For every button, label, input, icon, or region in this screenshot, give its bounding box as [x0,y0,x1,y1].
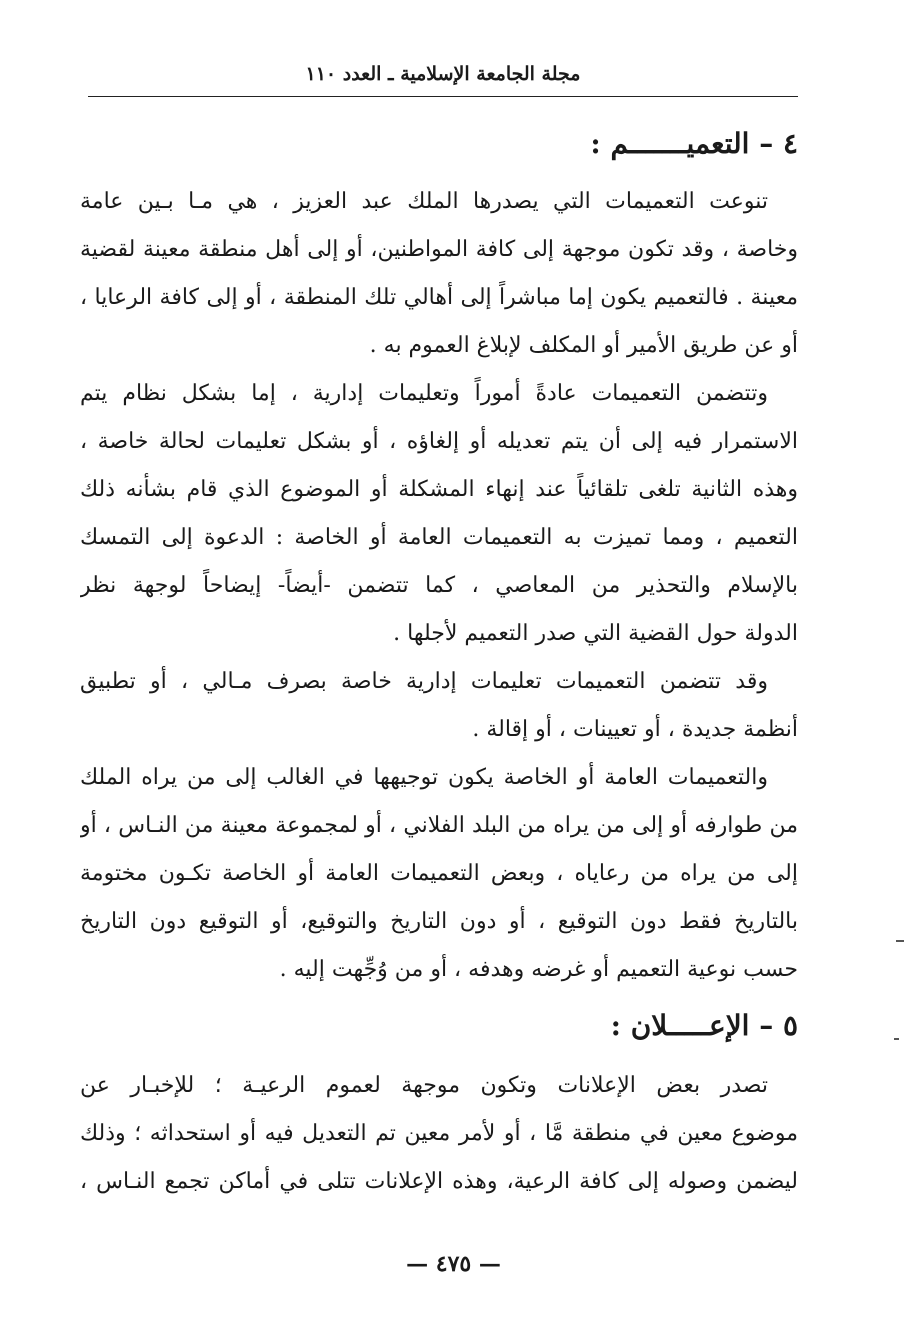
text-line: وهذه الثانية تلغى تلقائياً عند إنهاء المشكلة أو الموضوع الذي قام بشأنه ذلك [80,477,798,502]
text-line: بالتاريخ فقط دون التوقيع ، أو دون التاريخ والتوقيع، أو التوقيع دون التاريخ [80,909,798,934]
section-heading-announcement: ٥ – الإعـــــلان : [610,1009,798,1042]
section-heading-circulars: ٤ – التعميـــــــم : [590,127,798,160]
page-number: — ٤٧٥ — [406,1251,501,1277]
running-header: مجلة الجامعة الإسلامية ـ العدد ١١٠ [305,63,581,85]
text-line: تنوعت التعميمات التي يصدرها الملك عبد العزيز ، هي مـا بـين عامة [80,189,768,214]
text-line: وخاصة ، وقد تكون موجهة إلى كافة المواطنين، أو إلى أهل منطقة معينة لقضية [80,237,798,262]
text-line: ليضمن وصوله إلى كافة الرعية، وهذه الإعلانات تتلى في أماكن تجمع النـاس ، [80,1169,798,1194]
text-line: الاستمرار فيه إلى أن يتم تعديله أو إلغاؤه ، أو بشكل تعليمات لحالة خاصة ، [80,429,798,454]
text-line: معينة . فالتعميم يكون إما مباشراً إلى أهالي تلك المنطقة ، أو إلى كافة الرعايا ، [80,285,798,310]
text-line: تصدر بعض الإعلانات وتكون موجهة لعموم الرعيـة ؛ للإخبـار عن [80,1073,768,1098]
header-rule [88,96,798,97]
text-line: الدولة حول القضية التي صدر التعميم لأجلها . [393,621,798,646]
text-line: وقد تتضمن التعميمات تعليمات إدارية خاصة بصرف مـالي ، أو تطبيق [80,669,768,694]
text-line: إلى من يراه من رعاياه ، وبعض التعميمات العامة أو الخاصة تكـون مختومة [80,861,798,886]
text-line: من طوارفه أو إلى من يراه من البلد الفلاني ، أو لمجموعة معينة من النـاس ، أو [80,813,798,838]
text-line: أو عن طريق الأمير أو المكلف لإبلاغ العموم به . [369,333,798,358]
text-line: موضوع معين في منطقة مَّا ، أو لأمر معين تم التعديل فيه أو استحداثه ؛ وذلك [80,1121,798,1146]
text-line: حسب نوعية التعميم أو غرضه وهدفه ، أو من وُجِّهت إليه . [279,957,798,982]
scan-mark [896,940,904,942]
text-line: التعميم ، ومما تميزت به التعميمات العامة أو الخاصة : الدعوة إلى التمسك [80,525,798,550]
body-text [80,118,798,1206]
text-line: أنظمة جديدة ، أو تعيينات ، أو إقالة . [472,717,798,742]
text-line: والتعميمات العامة أو الخاصة يكون توجيهها في الغالب إلى من يراه الملك [80,765,768,790]
text-line: وتتضمن التعميمات عادةً أموراً وتعليمات إدارية ، إما بشكل نظام يتم [80,381,768,406]
scan-mark [894,1038,899,1040]
text-line: بالإسلام والتحذير من المعاصي ، كما تتضمن -أيضاً- إيضاحاً لوجهة نظر [80,573,798,598]
